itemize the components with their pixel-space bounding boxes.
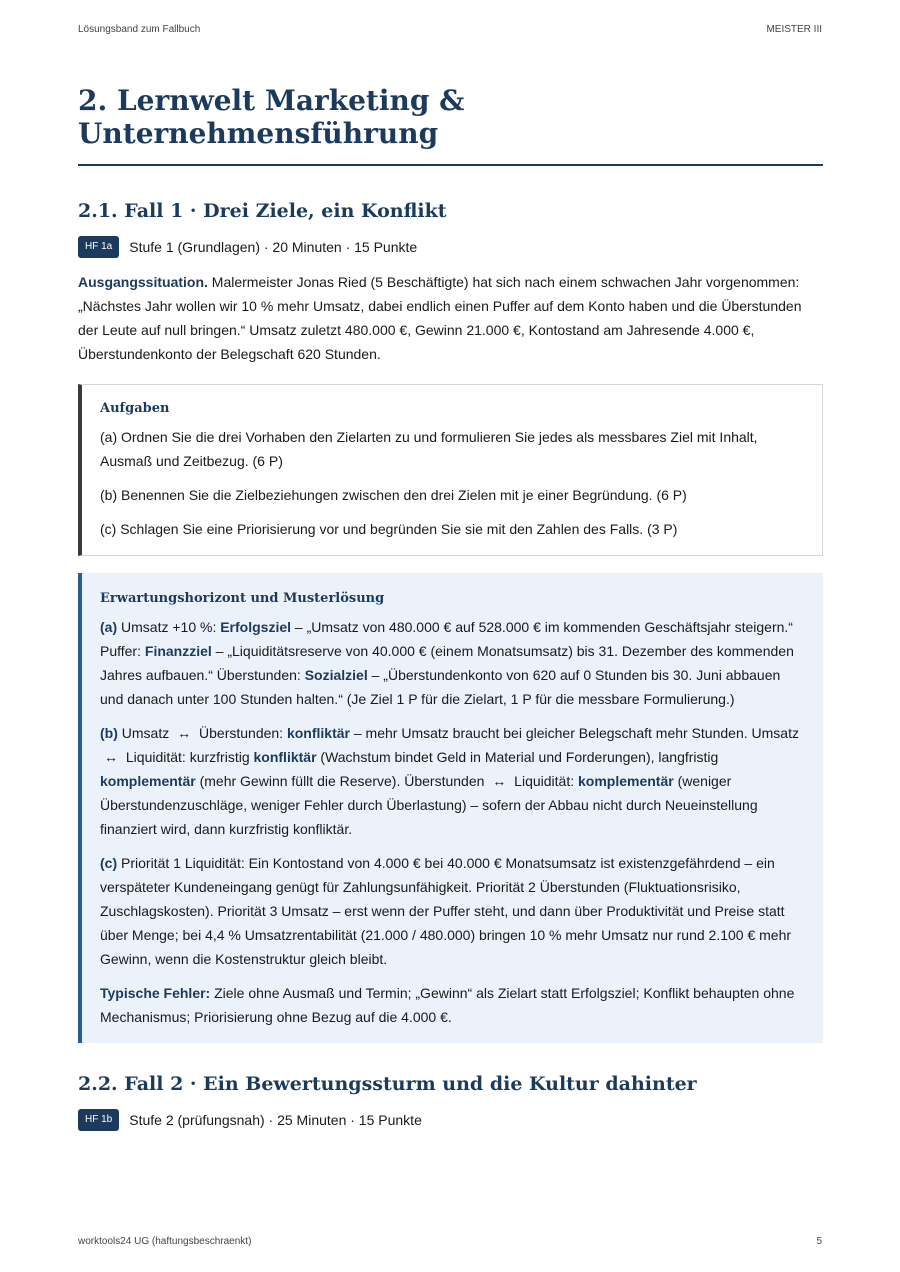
solution-b xyxy=(100,721,805,841)
solution-b-text: Umsatz xyxy=(117,725,174,741)
term-komplementaer: komplementär xyxy=(578,773,674,789)
case2-meta: Stufe 2 (prüfungsnah) · 25 Minuten · 15 Punkte xyxy=(129,1112,422,1128)
solution-a xyxy=(100,615,805,711)
term-konfliktaer: konfliktär xyxy=(286,725,350,741)
solution-b-label: (b) xyxy=(100,725,118,741)
footer-publisher: worktools24 UG (haftungsbeschraenkt) xyxy=(78,1236,252,1247)
case1-badge: HF 1a xyxy=(78,236,119,258)
double-arrow-icon: ↔ xyxy=(492,773,507,789)
case2-badge: HF 1b xyxy=(78,1109,119,1131)
tasks-title: Aufgaben xyxy=(100,401,170,416)
page-content xyxy=(78,84,823,1131)
term-sozialziel: Sozialziel xyxy=(304,667,368,683)
case1-meta: Stufe 1 (Grundlagen) · 20 Minuten · 15 Punkte xyxy=(129,239,418,255)
solution-b-text: (mehr Gewinn füllt die Reserve). Überstunden xyxy=(195,773,489,789)
typical-errors-text: Ziele ohne Ausmaß und Termin; „Gewinn“ als Zielart statt Erfolgsziel; Konflikt behaupten ohne Mechanismus; Priorisierung ohne Bezug auf die 4.000 €. xyxy=(100,985,795,1025)
case2-meta-row xyxy=(78,1109,823,1131)
solution-title: Erwartungshorizont und Musterlösung xyxy=(100,591,385,606)
situation-text: Malermeister Jonas Ried (5 Beschäftigte) hat sich nach einem schwachen Jahr vorgenommen: „Nächstes Jahr wollen wir 10 % mehr Umsatz, dabei endlich einen Puffer auf dem Konto haben und die Überstunden der Leute auf null bringen.“ Umsatz zuletzt 480.000 €, Gewinn 21.000 €, Kontostand am Jahresende 4.000 €, Überstundenkonto der Belegschaft 620 Stunden. xyxy=(78,274,802,362)
term-finanzziel: Finanzziel xyxy=(144,643,212,659)
term-erfolgsziel: Erfolgsziel xyxy=(220,619,292,635)
typical-errors-label: Typische Fehler: xyxy=(100,985,211,1001)
solution-b-text: (Wachstum bindet Geld in Material und Forderungen), langfristig xyxy=(316,749,719,765)
header-book-title: Lösungsband zum Fallbuch xyxy=(78,24,201,35)
solution-c-label: (c) xyxy=(100,855,118,871)
double-arrow-icon: ↔ xyxy=(177,725,192,741)
solution-c xyxy=(100,851,805,971)
double-arrow-icon: ↔ xyxy=(104,749,118,765)
chapter-title: 2. Lernwelt Marketing & Unternehmensführung xyxy=(78,84,823,166)
task-b: (b) Benennen Sie die Zielbeziehungen zwischen den drei Zielen mit je einer Begründung. (6 P) xyxy=(100,487,687,503)
solution-b-text: (weniger Überstundenzuschläge, weniger Fehler durch Überlastung) – sofern der Abbau nicht durch Neueinstellung finanziert wird, dann kurzfristig konfliktär. xyxy=(100,773,758,837)
solution-b-text: Überstunden: xyxy=(195,725,287,741)
running-footer xyxy=(78,1236,822,1247)
solution-b-text: Liquidität: xyxy=(510,773,578,789)
task-c: (c) Schlagen Sie eine Priorisierung vor und begründen Sie sie mit den Zahlen des Falls. (3 P) xyxy=(100,521,678,537)
solution-a-text: Umsatz +10 %: xyxy=(117,619,221,635)
case1-title: 2.1. Fall 1 · Drei Ziele, ein Konflikt xyxy=(78,200,447,222)
solution-a-label: (a) xyxy=(100,619,118,635)
term-komplementaer: komplementär xyxy=(100,773,196,789)
situation-label: Ausgangssituation. xyxy=(78,274,208,290)
solution-b-text: – mehr Umsatz braucht bei gleicher Belegschaft mehr Stunden. Umsatz xyxy=(349,725,799,741)
solution-a-text: – „Überstundenkonto von 620 auf 0 Stunden bis 30. Juni abbauen und danach unter 100 Stunden halten.“ (Je Ziel 1 P für die Zielart, 1 P für die messbare Formulierung.) xyxy=(100,667,781,707)
typical-errors xyxy=(100,981,805,1029)
running-header xyxy=(78,24,822,35)
page-number: 5 xyxy=(816,1236,822,1247)
solution-box xyxy=(78,573,823,1043)
task-a: (a) Ordnen Sie die drei Vorhaben den Zielarten zu und formulieren Sie jedes als messbares Ziel mit Inhalt, Ausmaß und Zeitbezug. (6 P) xyxy=(100,429,758,469)
case2-title: 2.2. Fall 2 · Ein Bewertungssturm und die Kultur dahinter xyxy=(78,1073,697,1095)
solution-a-text: – „Umsatz von 480.000 € auf 528.000 € im kommenden Geschäftsjahr steigern.“ Puffer: xyxy=(100,619,793,659)
solution-c-text: Priorität 1 Liquidität: Ein Kontostand von 4.000 € bei 40.000 € Monatsumsatz ist existenzgefährdend – ein verspäteter Kundeneingang genügt für Zahlungsunfähigkeit. Priorität 2 Überstunden (Fluktuationsrisiko, Zuschlagskosten). Priorität 3 Umsatz – erst wenn der Puffer steht, und dann über Produktivität und Preise statt über Menge; bei 4,4 % Umsatzrentabilität (21.000 / 480.000) bringen 10 % mehr Umsatz nur rund 2.100 € mehr Gewinn, wenn die Kostenstruktur gleich bleibt. xyxy=(100,855,792,967)
solution-a-text: – „Liquiditätsreserve von 40.000 € (einem Monatsumsatz) bis 31. Dezember des kommenden Jahres aufbauen.“ Überstunden: xyxy=(100,643,794,683)
term-konfliktaer: konfliktär xyxy=(253,749,317,765)
tasks-box xyxy=(78,384,823,556)
case1-situation xyxy=(78,270,823,366)
header-series: MEISTER III xyxy=(766,24,822,35)
solution-b-text: Liquidität: kurzfristig xyxy=(122,749,254,765)
case1-meta-row xyxy=(78,236,823,258)
